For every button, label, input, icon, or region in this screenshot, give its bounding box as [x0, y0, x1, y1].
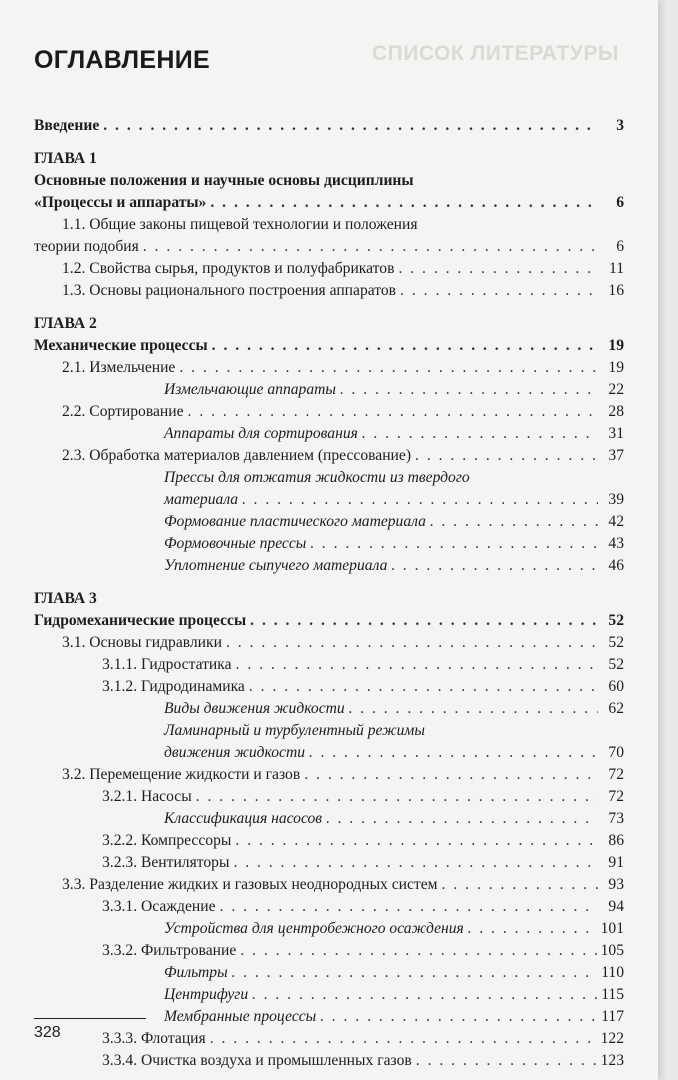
toc-entry-page: 70: [608, 744, 624, 761]
section-title: 3.2.2. Компрессоры: [102, 832, 232, 849]
toc-entry-page: 22: [608, 381, 624, 398]
toc-entry-page: 31: [608, 425, 624, 442]
toc-entry-page: 86: [608, 832, 624, 849]
section-title: 3.1.1. Гидростатика: [102, 656, 232, 673]
footer-rule: [34, 1018, 146, 1019]
toc-entry-3-1-2-a: [34, 698, 624, 720]
toc-entry-2-1-a: [34, 379, 624, 401]
chapter-title-cont: «Процессы и аппараты»: [34, 194, 207, 211]
subsection-title: Аппараты для сортирования: [164, 425, 358, 442]
toc-entry-page: 93: [608, 876, 624, 893]
toc-entry-intro: [34, 115, 624, 137]
toc-entry-chapter-1: [34, 192, 624, 214]
subsection-title: Формование пластического материала: [164, 513, 426, 530]
toc-entry-3-2-1: [34, 786, 624, 808]
subsection-title: Фильтры: [164, 964, 228, 981]
toc-entry-page: 43: [608, 535, 624, 552]
subsection-title: Центрифуги: [164, 986, 249, 1003]
toc-entry-1-1: [34, 236, 624, 258]
toc-entry-page: 52: [608, 634, 624, 651]
toc-entry-3-3-2: [34, 940, 624, 962]
toc-entry-3-2-2: [34, 830, 624, 852]
section-title: 2.3. Обработка материалов давлением (прессование): [62, 447, 412, 464]
subsection-title: Прессы для отжатия жидкости из твердого: [164, 469, 470, 486]
section-title: 3.2.3. Вентиляторы: [102, 854, 230, 871]
chapter-label: ГЛАВА 1: [34, 150, 97, 167]
page-number: 328: [34, 1024, 61, 1041]
subsection-title: Мембранные процессы: [164, 1008, 317, 1025]
subsection-title: Формовочные прессы: [164, 535, 307, 552]
subsection-title-cont: движения жидкости: [164, 744, 306, 761]
toc-entry-3-1: [34, 632, 624, 654]
toc-entry-page: 3: [616, 117, 624, 134]
toc-entry-page: 42: [608, 513, 624, 530]
toc-entry-3-3-1: [34, 896, 624, 918]
toc-entry-1-2: [34, 258, 624, 280]
toc-entry-2-2: [34, 401, 624, 423]
subsection-title: Уплотнение сыпучего материала: [164, 557, 388, 574]
toc-entry-chapter-2: [34, 335, 624, 357]
chapter-title: Механические процессы: [34, 337, 208, 354]
toc-entry-3-3: [34, 874, 624, 896]
section-title: 3.3.2. Фильтрование: [102, 942, 237, 959]
toc-entry-page: 16: [608, 282, 624, 299]
toc-entry-page: 60: [608, 678, 624, 695]
toc-entry-page: 105: [600, 942, 624, 959]
toc-entry-3-2: [34, 764, 624, 786]
toc-entry-page: 115: [601, 986, 624, 1003]
section-title: 2.2. Сортирование: [62, 403, 184, 420]
toc-entry-3-2-1-a: [34, 808, 624, 830]
subsection-title: Классификация насосов: [164, 810, 323, 827]
toc-entry-3-3-1-a: [34, 918, 624, 940]
section-title: 2.1. Измельчение: [62, 359, 176, 376]
toc-entry-page: 91: [608, 854, 624, 871]
toc-entry-page: 117: [601, 1008, 624, 1025]
toc-entry-2-3-b: [34, 511, 624, 533]
section-title: 1.3. Основы рационального построения аппаратов: [62, 282, 397, 299]
toc-entry-2-2-a: [34, 423, 624, 445]
subsection-title: Ламинарный и турбулентный режимы: [164, 722, 425, 739]
section-title: 1.1. Общие законы пищевой технологии и положения: [62, 216, 418, 233]
subsection-title-cont: материала: [164, 491, 239, 508]
toc-entry-page: 6: [616, 194, 624, 211]
section-title: 3.1. Основы гидравлики: [62, 634, 222, 651]
section-title: 1.2. Свойства сырья, продуктов и полуфабрикатов: [62, 260, 395, 277]
toc-entry-page: 94: [608, 898, 624, 915]
toc-entry-1-3: [34, 280, 624, 302]
chapter-label: ГЛАВА 3: [34, 590, 97, 607]
toc-entry-3-1-2-b: [34, 742, 624, 764]
toc-entry-chapter-3: [34, 610, 624, 632]
toc-entry-page: 6: [616, 238, 624, 255]
toc-entry-2-3-a: [34, 489, 624, 511]
toc-entry-page: 37: [608, 447, 624, 464]
toc-entry-page: 72: [608, 788, 624, 805]
toc-entry-3-3-2-b: [34, 984, 624, 1006]
toc-entry-3-3-4: [34, 1050, 624, 1072]
toc-entry-page: 19: [608, 359, 624, 376]
toc-entry-3-3-2-c: [34, 1006, 624, 1028]
toc-entry-3-2-3: [34, 852, 624, 874]
section-title: 3.2.1. Насосы: [102, 788, 192, 805]
toc-entry-page: 110: [601, 964, 624, 981]
table-of-contents: [34, 115, 624, 1072]
toc-entry-2-1: [34, 357, 624, 379]
toc-entry-page: 28: [608, 403, 624, 420]
chapter-label: ГЛАВА 2: [34, 315, 97, 332]
toc-entry-page: 46: [608, 557, 624, 574]
section-title: 3.3.3. Флотация: [102, 1030, 206, 1047]
toc-entry-3-3-3: [34, 1028, 624, 1050]
toc-entry-page: 122: [600, 1030, 624, 1047]
section-title: 3.3.1. Осаждение: [102, 898, 216, 915]
toc-entry-3-1-2: [34, 676, 624, 698]
chapter-title: Гидромеханические процессы: [34, 612, 247, 629]
chapter-title: Основные положения и научные основы дисциплины: [34, 172, 414, 189]
toc-entry-page: 39: [608, 491, 624, 508]
section-title-cont: теории подобия: [34, 238, 139, 255]
subsection-title: Устройства для центробежного осаждения: [164, 920, 464, 937]
subsection-title: Виды движения жидкости: [164, 700, 345, 717]
subsection-title: Измельчающие аппараты: [164, 381, 336, 398]
toc-entry-2-3: [34, 445, 624, 467]
toc-entry-page: 52: [608, 656, 624, 673]
toc-entry-page: 123: [600, 1052, 624, 1069]
section-title: 3.3. Разделение жидких и газовых неоднородных систем: [62, 876, 438, 893]
toc-entry-3-3-2-a: [34, 962, 624, 984]
toc-entry-2-3-c: [34, 533, 624, 555]
toc-entry-2-3-d: [34, 555, 624, 577]
section-title: 3.1.2. Гидродинамика: [102, 678, 245, 695]
toc-entry-page: 19: [608, 337, 624, 354]
toc-entry-3-1-1: [34, 654, 624, 676]
toc-entry-page: 101: [600, 920, 624, 937]
section-title: 3.3.4. Очистка воздуха и промышленных газов: [102, 1052, 412, 1069]
toc-entry-page: 72: [608, 766, 624, 783]
toc-entry-page: 52: [608, 612, 624, 629]
toc-entry-page: 11: [608, 260, 624, 277]
page-title: ОГЛАВЛЕНИЕ: [34, 46, 210, 74]
toc-entry-page: 73: [608, 810, 624, 827]
toc-entry-page: 62: [608, 700, 624, 717]
section-title: 3.2. Перемещение жидкости и газов: [62, 766, 301, 783]
toc-entry-title: Введение: [34, 117, 100, 134]
show-through-text: СПИСОК ЛИТЕРАТУРЫ: [372, 42, 619, 65]
